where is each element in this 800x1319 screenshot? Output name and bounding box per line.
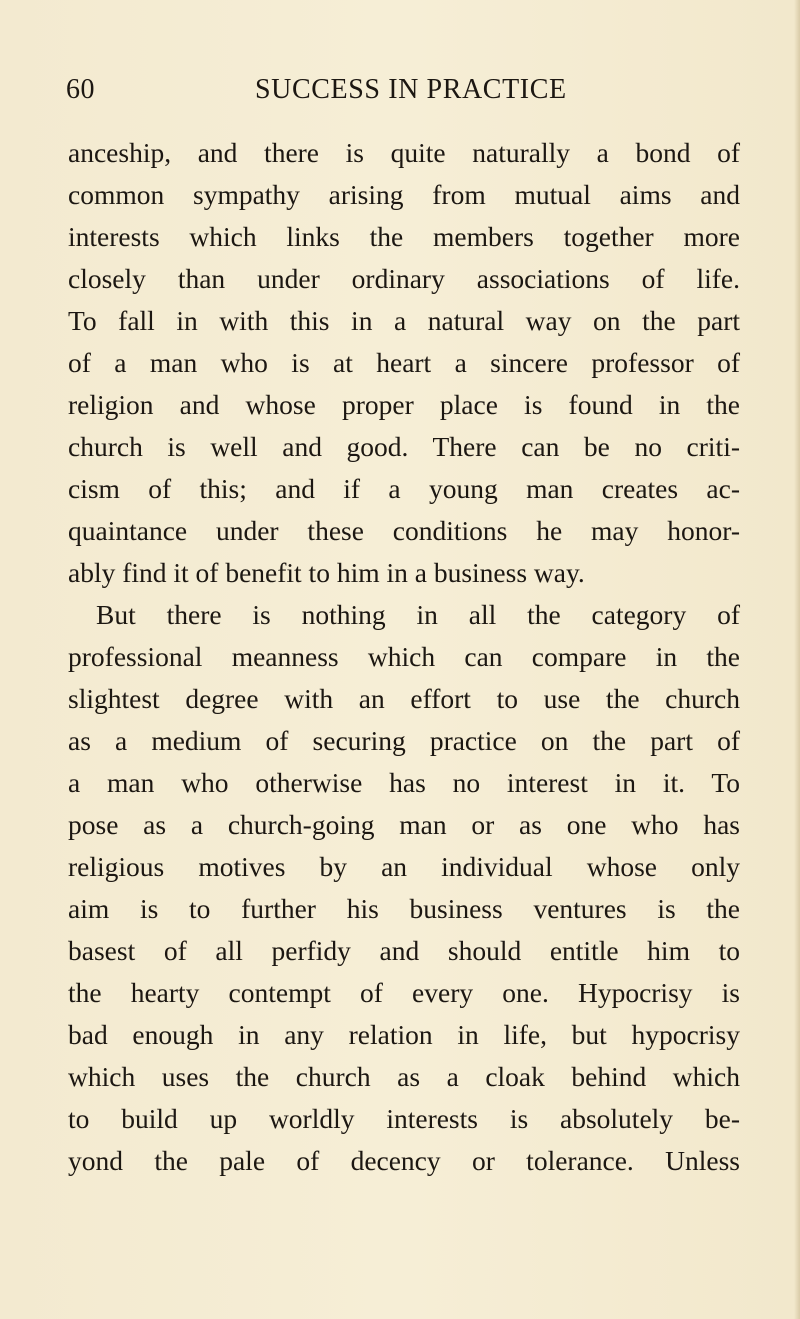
text-line: professional meanness which can compare in the: [68, 641, 740, 672]
running-title: SUCCESS IN PRACTICE: [255, 74, 567, 105]
text-line: anceship, and there is quite naturally a bond of: [68, 137, 740, 168]
running-head: [66, 70, 738, 110]
text-line: interests which links the members together more: [68, 221, 740, 252]
text-line: the hearty contempt of every one. Hypocrisy is: [68, 977, 740, 1008]
page-number: 60: [66, 74, 95, 105]
text-line: religion and whose proper place is found in the: [68, 389, 740, 420]
text-line: bad enough in any relation in life, but hypocrisy: [68, 1019, 740, 1050]
text-line: which uses the church as a cloak behind which: [68, 1061, 740, 1092]
text-line: closely than under ordinary associations of life.: [68, 263, 740, 294]
text-line: yond the pale of decency or tolerance. Unless: [68, 1145, 740, 1176]
text-line: pose as a church-going man or as one who has: [68, 809, 740, 840]
text-line: basest of all perfidy and should entitle him to: [68, 935, 740, 966]
text-line: cism of this; and if a young man creates ac-: [68, 473, 740, 504]
text-line: religious motives by an individual whose only: [68, 851, 740, 882]
text-line: quaintance under these conditions he may honor-: [68, 515, 740, 546]
paragraph-start-line: But there is nothing in all the category of: [96, 599, 740, 630]
text-line: slightest degree with an effort to use the church: [68, 683, 740, 714]
page-edge-shadow: [794, 0, 800, 1319]
body-text: [68, 132, 740, 1182]
text-line: aim is to further his business ventures is the: [68, 893, 740, 924]
text-line: To fall in with this in a natural way on the part: [68, 305, 740, 336]
text-line: ably find it of benefit to him in a business way.: [68, 557, 585, 588]
text-line: of a man who is at heart a sincere professor of: [68, 347, 740, 378]
text-line: a man who otherwise has no interest in it. To: [68, 767, 740, 798]
text-line: as a medium of securing practice on the part of: [68, 725, 740, 756]
text-line: to build up worldly interests is absolutely be-: [68, 1103, 740, 1134]
text-line: church is well and good. There can be no criti-: [68, 431, 740, 462]
text-line: common sympathy arising from mutual aims and: [68, 179, 740, 210]
